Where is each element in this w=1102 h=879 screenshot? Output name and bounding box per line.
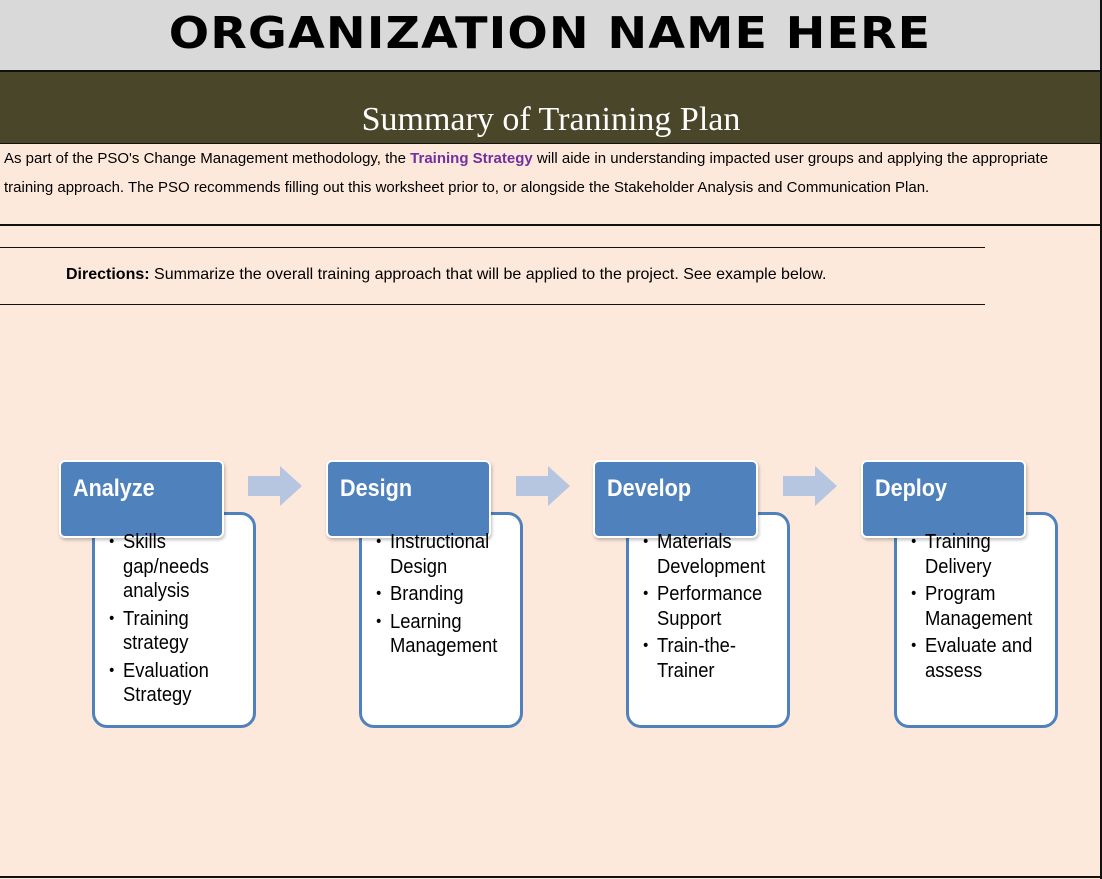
list-item: • Skills gap/needs analysis <box>109 531 209 602</box>
intro-text-start: As part of the PSO's Change Management methodology, the <box>4 150 411 167</box>
list-item: • Evaluation Strategy <box>109 659 209 706</box>
training-strategy-highlight: Training Strategy <box>410 150 533 167</box>
organization-name: ORGANIZATION NAME HERE <box>168 7 932 59</box>
list-item: • Train-the-Trainer <box>643 635 737 682</box>
intro-text-end: will aide in understanding impacted user groups and applying the appropriate training approach. The PSO recommends filling out this worksheet prior to, or alongside the Stakeholder Analysis and Communication Plan. <box>4 150 1049 196</box>
directions <box>66 266 826 284</box>
list-item: • Performance Support <box>643 583 763 630</box>
stage-design <box>326 460 531 735</box>
stage-items <box>645 530 795 686</box>
stage-label: Design <box>340 475 413 502</box>
stage-label: Develop <box>607 475 692 502</box>
stage-items <box>378 530 528 662</box>
stage-header <box>593 460 758 538</box>
bottom-border <box>0 876 1102 878</box>
stage-analyze <box>59 460 264 735</box>
list-item: • Program Management <box>911 583 1033 630</box>
list-item: • Branding <box>376 583 464 605</box>
list-item: • Training Delivery <box>911 531 992 578</box>
stage-label: Analyze <box>73 475 155 502</box>
stage-label: Deploy <box>875 475 948 502</box>
arrow-right-icon <box>783 466 837 506</box>
title-band <box>0 72 1102 144</box>
arrow-right-icon <box>248 466 302 506</box>
list-item: • Learning Management <box>376 610 498 657</box>
stage-header <box>326 460 491 538</box>
intro-paragraph <box>4 144 1094 202</box>
document-title: Summary of Tranining Plan <box>361 101 741 138</box>
directions-text: Summarize the overall training approach that will be applied to the project. See example below. <box>149 266 827 283</box>
list-item: • Instructional Design <box>376 531 490 578</box>
organization-header <box>0 0 1102 72</box>
directions-bottom-rule <box>0 304 985 305</box>
stage-develop <box>593 460 798 735</box>
stage-deploy <box>861 460 1066 735</box>
list-item: • Materials Development <box>643 531 766 578</box>
list-item: • Training strategy <box>109 607 189 654</box>
stage-items <box>111 530 261 711</box>
stage-header <box>861 460 1026 538</box>
stage-items <box>913 530 1063 686</box>
list-item: • Evaluate and assess <box>911 635 1033 682</box>
arrow-right-icon <box>516 466 570 506</box>
directions-top-rule <box>0 247 985 248</box>
directions-label: Directions: <box>66 266 150 283</box>
stage-header <box>59 460 224 538</box>
section-divider <box>0 224 1102 226</box>
